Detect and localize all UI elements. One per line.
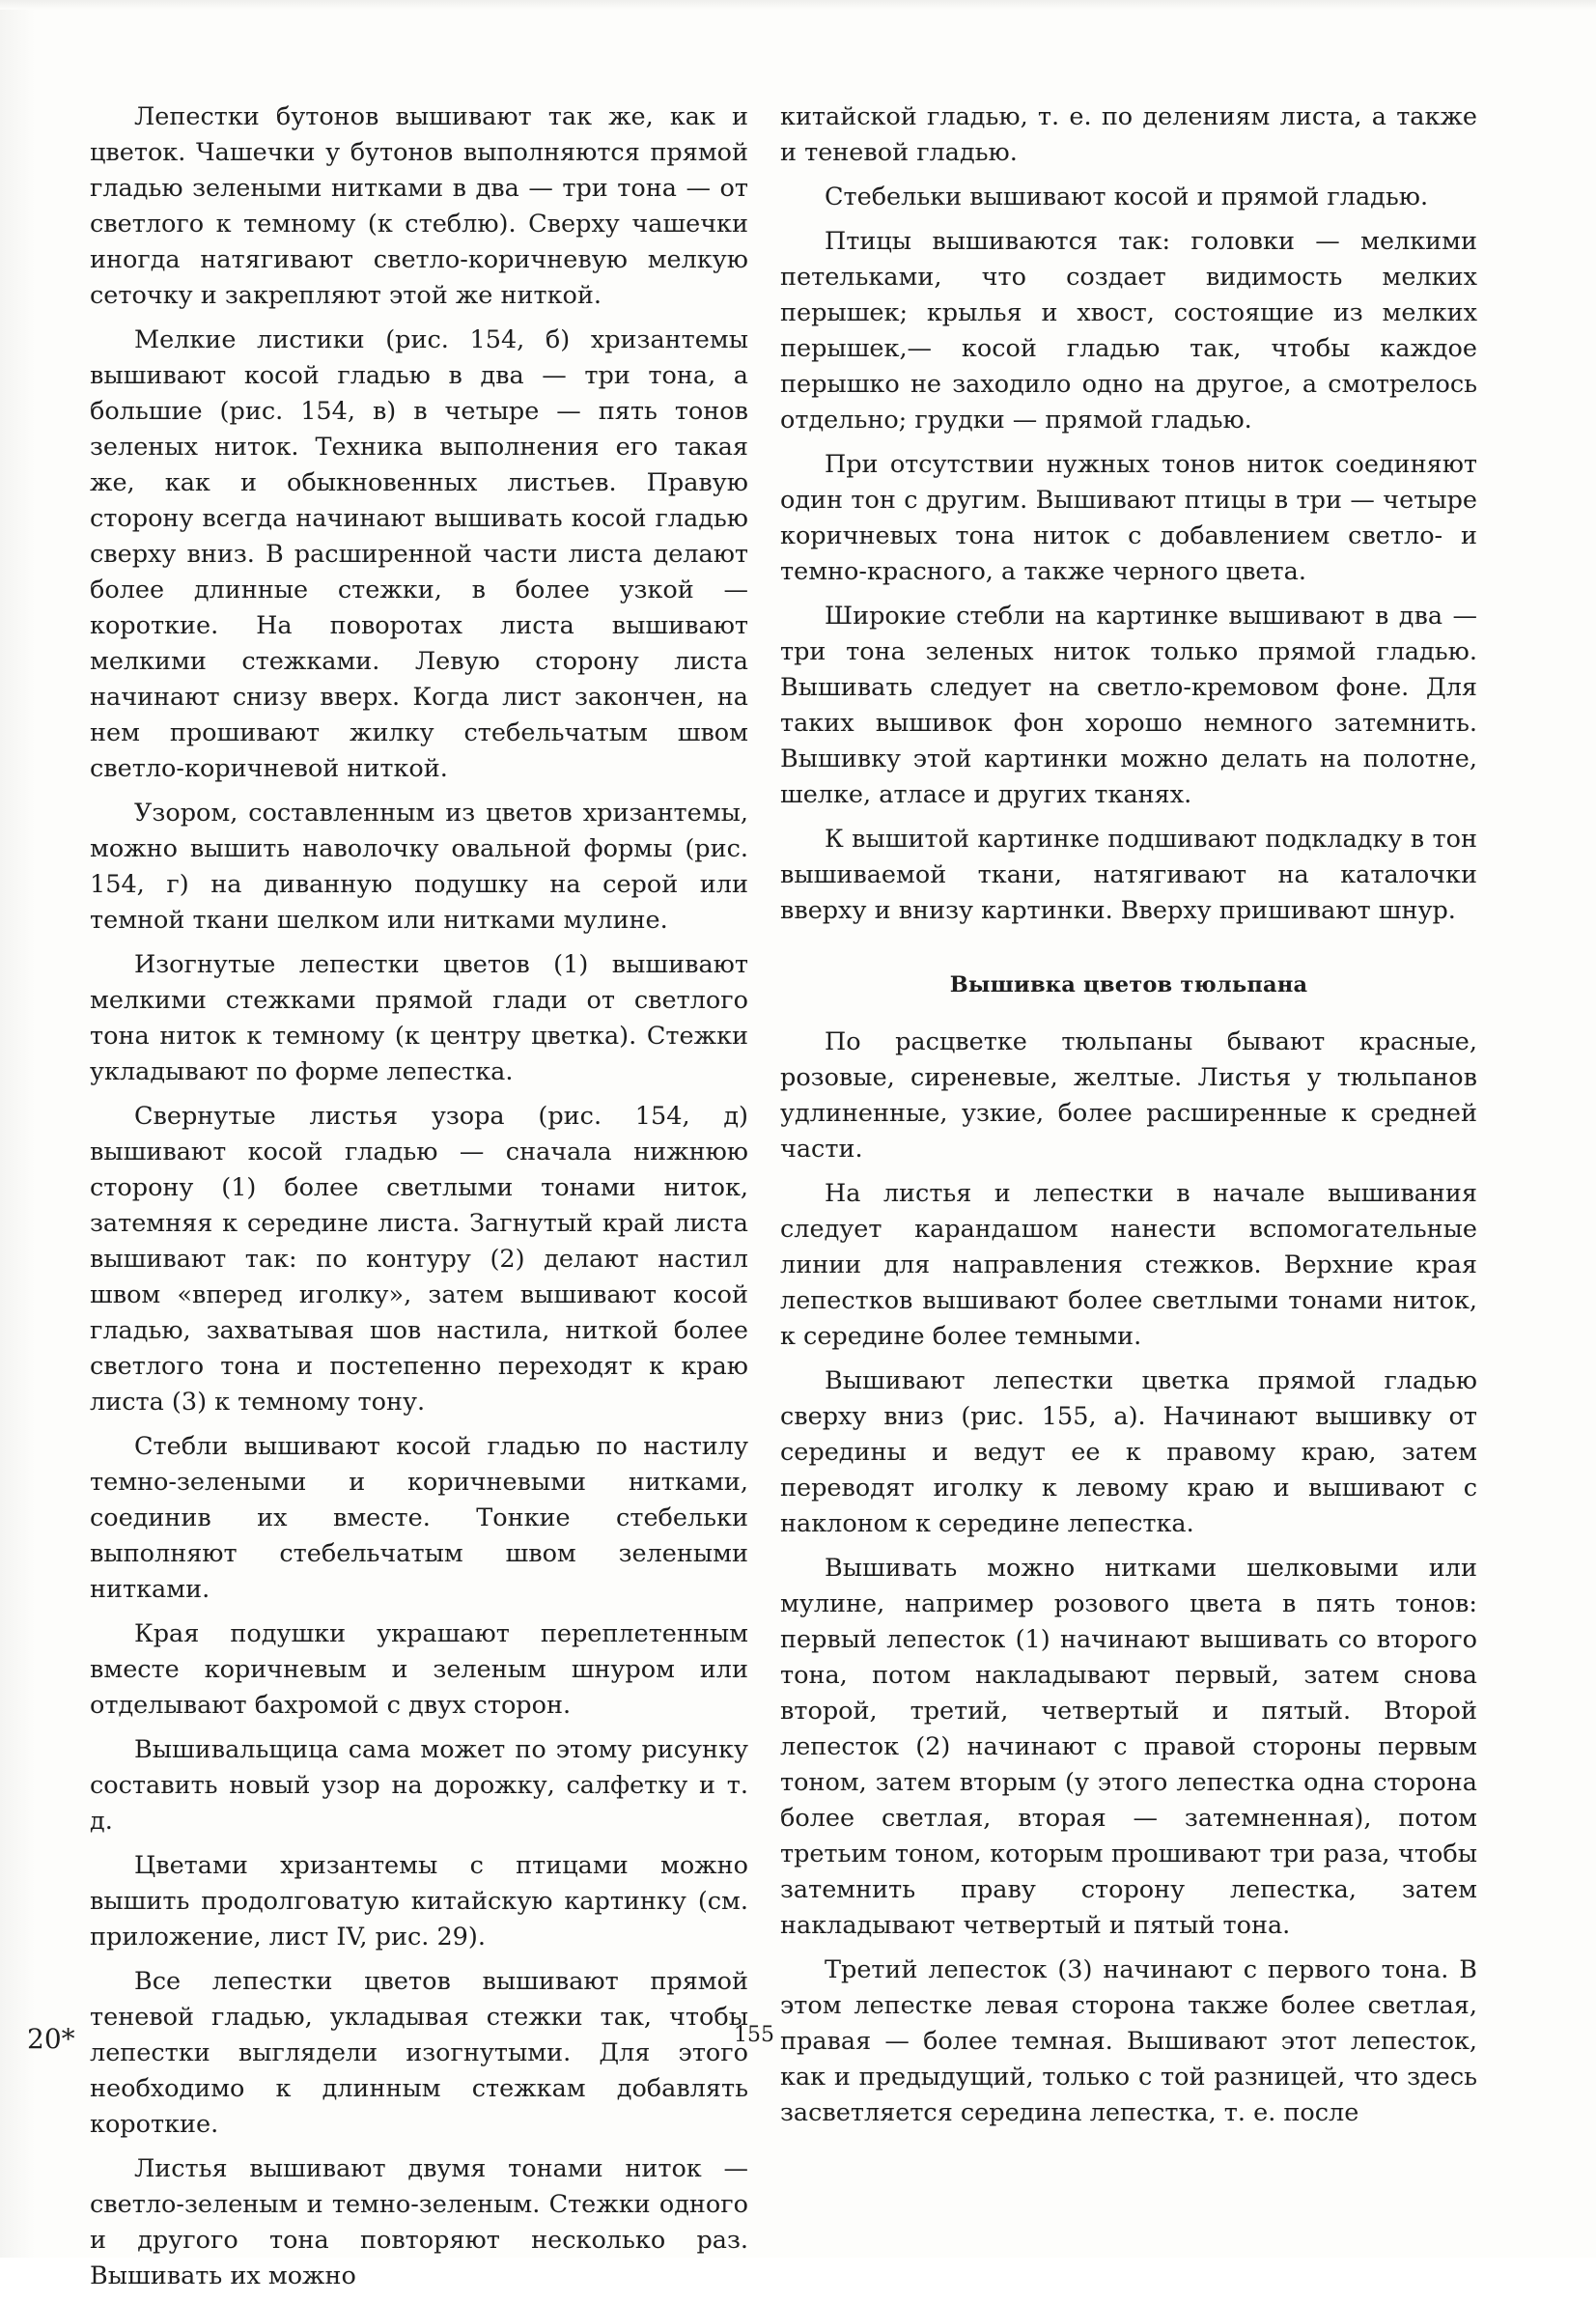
paragraph: Лепестки бутонов вышивают так же, как и цветок. Чашечки у бутонов выполняются прямой гладью зелеными нитками в два — три тона — от светлого к темному (к стеблю). Сверху чашечки иногда натягивают светло-коричневую мелкую сеточку и закрепляют этой же ниткой.	[90, 102, 748, 310]
paragraph: Края подушки украшают переплетенным вместе коричневым и зеленым шнуром или отделывают бахромой с двух сторон.	[90, 1619, 748, 1720]
page-number: 155	[734, 2023, 774, 2047]
paragraph: Изогнутые лепестки цветов (1) вышивают мелкими стежками прямой глади от светлого тона ниток к темному (к центру цветка). Стежки укладывают по форме лепестка.	[90, 950, 748, 1086]
paragraph-continued: китайской гладью, т. е. по делениям листа, а также и теневой гладью.	[780, 102, 1477, 167]
paragraph: Свернутые листья узора (рис. 154, д) вышивают косой гладью — сначала нижнюю сторону (1) более светлыми тонами ниток, затемняя к середине листа. Загнутый край листа вышивают так: по контуру (2) делают настил швом «вперед иголку», затем вышивают косой гладью, захватывая шов настила, ниткой более светлого тона и постепенно переходят к краю листа (3) к темному тону.	[90, 1102, 748, 1417]
paragraph: Цветами хризантемы с птицами можно вышить продолговатую китайскую картинку (см. приложение, лист IV, рис. 29).	[90, 1851, 748, 1952]
paragraph: Листья вышивают двумя тонами ниток — светло-зеленым и темно-зеленым. Стежки одного и другого тона повторяют несколько раз. Вышивать их можно	[90, 2154, 748, 2290]
paragraph: Широкие стебли на картинке вышивают в два — три тона зеленых ниток только прямой гладью. Вышивать следует на светло-кремовом фоне. Для таких вышивок фон хорошо немного затемнить. Вышивку этой картинки можно делать на полотне, шелке, атласе и других тканях.	[780, 602, 1477, 809]
scan-top-shadow	[0, 0, 1596, 10]
section-heading: Вышивка цветов тюльпана	[949, 972, 1308, 997]
paragraph: Мелкие листики (рис. 154, б) хризантемы вышивают косой гладью в два — три тона, а большие (рис. 154, в) в четыре — пять тонов зеленых ниток. Техника выполнения его такая же, как и обыкновенных листьев. Правую сторону всегда начинают вышивать косой гладью сверху вниз. В расширенной части листа делают более длинные стежки, в более узкой — короткие. На поворотах листа вышивают мелкими стежками. Левую сторону листа начинают снизу вверх. Когда лист закончен, на нем прошивают жилку стебельчатым швом светло-коричневой ниткой.	[90, 325, 748, 783]
paragraph: К вышитой картинке подшивают подкладку в тон вышиваемой ткани, натягивают на каталочки вверху и внизу картинки. Вверху пришивают шнур.	[780, 825, 1477, 925]
paragraph: На листья и лепестки в начале вышивания следует карандашом нанести вспомогательные линии для направления стежков. Верхние края лепестков вышивают более светлыми тонами ниток, к середине более темными.	[780, 1179, 1477, 1351]
right-column	[780, 99, 1477, 2140]
paragraph: Стебли вышивают косой гладью по настилу темно-зелеными и коричневыми нитками, соединив их вместе. Тонкие стебельки выполняют стебельчатым швом зелеными нитками.	[90, 1432, 748, 1604]
paragraph: Птицы вышиваются так: головки — мелкими петельками, что создает видимость мелких перышек; крылья и хвост, состоящие из мелких перышек,— косой гладью так, чтобы каждое перышко не заходило одно на другое, а смотрелось отдельно; грудки — прямой гладью.	[780, 227, 1477, 435]
left-column	[90, 99, 748, 2303]
scan-edge-shadow	[0, 0, 35, 2258]
paragraph: Вышивают лепестки цветка прямой гладью сверху вниз (рис. 155, а). Начинают вышивку от середины и ведут ее к правому краю, затем переводят иголку к левому краю и вышивают с наклоном к середине лепестка.	[780, 1366, 1477, 1538]
paragraph: Узором, составленным из цветов хризантемы, можно вышить наволочку овальной формы (рис. 154, г) на диванную подушку на серой или темной ткани шелком или нитками мулине.	[90, 799, 748, 935]
paragraph: Третий лепесток (3) начинают с первого тона. В этом лепестке левая сторона также более светлая, правая — более темная. Вышивают этот лепесток, как и предыдущий, только с той разницей, что здесь засветляется середина лепестка, т. е. после	[780, 1955, 1477, 2127]
paragraph: При отсутствии нужных тонов ниток соединяют один тон с другим. Вышивают птицы в три — четыре коричневых тона ниток с добавлением светло- и темно-красного, а также черного цвета.	[780, 450, 1477, 586]
paragraph: По расцветке тюльпаны бывают красные, розовые, сиреневые, желтые. Листья у тюльпанов удлиненные, узкие, более расширенные к средней части.	[780, 1027, 1477, 1164]
paragraph: Стебельки вышивают косой и прямой гладью.	[825, 183, 1429, 211]
paragraph: Вышивать можно нитками шелковыми или мулине, например розового цвета в пять тонов: первый лепесток (1) начинают вышивать со второго тона, потом накладывают первый, затем снова второй, третий, четвертый и пятый. Второй лепесток (2) начинают с правой стороны первым тоном, затем вторым (у этого лепестка одна сторона более светлая, вторая — затемненная), потом третьим тоном, которым прошивают три раза, чтобы затемнить праву сторону лепестка, затем накладывают четвертый и пятый тона.	[780, 1554, 1477, 1940]
signature-mark: 20*	[27, 2023, 75, 2055]
paragraph: Все лепестки цветов вышивают прямой теневой гладью, укладывая стежки так, чтобы лепестки выглядели изогнутыми. Для этого необходимо к длинным стежкам добавлять короткие.	[90, 1967, 748, 2139]
paragraph: Вышивальщица сама может по этому рисунку составить новый узор на дорожку, салфетку и т. д.	[90, 1735, 748, 1836]
